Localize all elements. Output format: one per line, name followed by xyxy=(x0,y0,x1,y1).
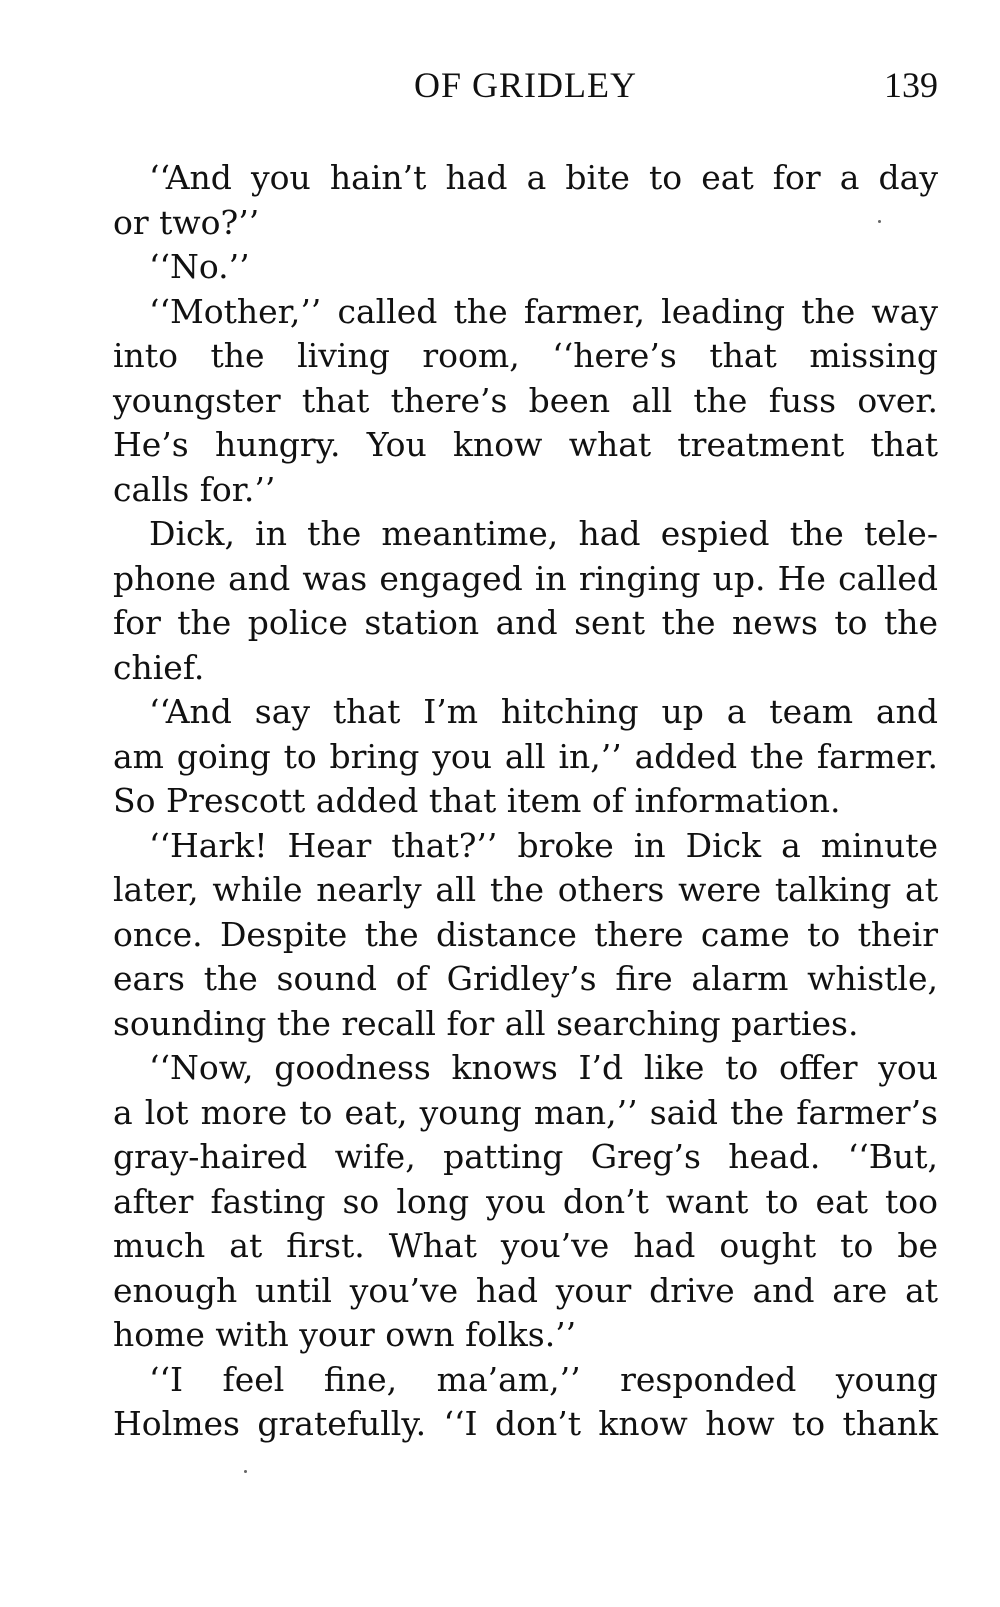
text-line: am going to bring you all in,’’ added the farmer. xyxy=(113,736,938,776)
text-line: Dick, in the meantime, had espied the tele- xyxy=(149,514,938,553)
body-text xyxy=(113,156,938,1447)
text-line: or two?’’ xyxy=(113,202,260,242)
text-line: home with your own folks.’’ xyxy=(113,1315,577,1354)
page-number: 139 xyxy=(884,65,938,105)
text-line: chief. xyxy=(113,647,205,687)
print-speck xyxy=(878,220,881,223)
text-line: sounding the recall for all searching parties. xyxy=(113,1003,859,1043)
text-line: ears the sound of Gridley’s fire alarm whistle, xyxy=(113,959,938,998)
text-line: ‘‘Mother,’’ called the farmer, leading the way xyxy=(149,291,938,331)
text-line: phone and was engaged in ringing up. He called xyxy=(113,558,938,598)
running-head xyxy=(113,64,938,114)
text-line: ‘‘I feel fine, ma’am,’’ responded young xyxy=(149,1359,938,1399)
text-line: much at first. What you’ve had ought to be xyxy=(113,1226,938,1265)
text-line: gray-haired wife, patting Greg’s head. ‘‘But, xyxy=(113,1137,938,1176)
text-line: for the police station and sent the news to the xyxy=(113,603,938,642)
text-line: ‘‘Now, goodness knows I’d like to offer you xyxy=(149,1048,938,1087)
text-line: into the living room, ‘‘here’s that missing xyxy=(113,336,938,375)
text-line: once. Despite the distance there came to their xyxy=(113,914,938,954)
text-line: ‘‘And say that I’m hitching up a team and xyxy=(149,692,938,731)
text-line: He’s hungry. You know what treatment that xyxy=(113,425,938,464)
text-line: later, while nearly all the others were talking at xyxy=(113,870,938,909)
text-line: youngster that there’s been all the fuss over. xyxy=(113,380,938,420)
text-line: a lot more to eat, young man,’’ said the farmer’s xyxy=(113,1092,938,1132)
text-line: calls for.’’ xyxy=(113,469,276,509)
text-line: ‘‘No.’’ xyxy=(149,247,250,286)
text-line: ‘‘Hark! Hear that?’’ broke in Dick a minute xyxy=(149,825,938,865)
running-title: OF GRIDLEY xyxy=(414,65,637,105)
text-line: Holmes gratefully. ‘‘I don’t know how to thank xyxy=(113,1404,938,1443)
print-speck xyxy=(244,1470,247,1473)
text-line: So Prescott added that item of information. xyxy=(113,781,841,820)
text-line: after fasting so long you don’t want to eat too xyxy=(113,1181,938,1221)
text-line: ‘‘And you hain’t had a bite to eat for a day xyxy=(149,158,938,197)
text-line: enough until you’ve had your drive and are at xyxy=(113,1270,938,1310)
